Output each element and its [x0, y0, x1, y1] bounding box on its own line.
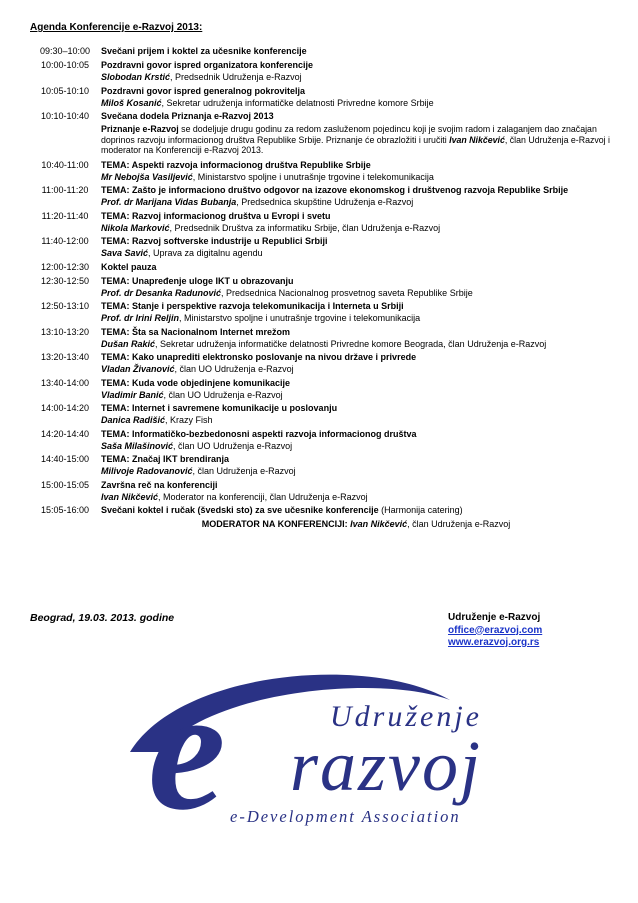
- agenda-body: [100, 452, 612, 478]
- agenda-event: [101, 350, 612, 364]
- agenda-speaker: [101, 288, 612, 300]
- speaker-name: Prof. dr Irini Reljin: [101, 313, 180, 323]
- agenda-body: [100, 478, 612, 504]
- agenda-event: [101, 58, 612, 72]
- agenda-time: 12:00-12:30: [40, 261, 90, 272]
- speaker-info: , Predsednica skupštine Udruženja e-Razvoj: [236, 197, 414, 207]
- agenda-time: 13:20-13:40: [40, 352, 90, 362]
- agenda-speaker: [101, 197, 612, 209]
- agenda-event: [101, 183, 612, 197]
- agenda-event: [101, 109, 612, 123]
- agenda-speaker: [101, 441, 612, 453]
- organization-name: Udruženje e-Razvoj: [448, 612, 541, 623]
- agenda-speaker: [101, 390, 612, 402]
- agenda-time: 10:10-10:40: [40, 111, 90, 121]
- speaker-info: , Sekretar udruženja informatičke delatnosti Privredne komore Srbije: [161, 97, 434, 108]
- agenda-event-title: TEMA: Zašto je informaciono društvo odgovor na izazove ekonomskog i društvenog razvoja Republike Srbije: [101, 185, 569, 195]
- agenda-speaker: [101, 466, 612, 478]
- speaker-name: Danica Radišić: [101, 415, 166, 425]
- agenda-row: [30, 58, 612, 84]
- agenda-row: [30, 109, 612, 158]
- speaker-name: Saša Milašinović: [101, 440, 174, 451]
- agenda-event-title: TEMA: Značaj IKT brendiranja: [101, 454, 230, 464]
- agenda-speaker: [101, 223, 612, 235]
- speaker-name: Dušan Rakić: [101, 338, 156, 349]
- agenda-title: Agenda Konferencije e-Razvoj 2013:: [30, 22, 203, 33]
- agenda-body: [100, 427, 612, 453]
- agenda-time: 10:40-11:00: [41, 159, 89, 170]
- agenda-body: [100, 299, 612, 325]
- speaker-info: , član Udruženja e-Razvoj: [192, 466, 296, 476]
- agenda-event: [101, 503, 612, 517]
- logo-e-letter: e: [148, 660, 226, 840]
- agenda-time: 14:20-14:40: [40, 428, 90, 439]
- agenda-time: 10:00-10:05: [40, 60, 90, 70]
- agenda-body: [100, 44, 612, 58]
- agenda-body: [100, 58, 612, 84]
- logo-tagline: e-Development Association: [230, 807, 461, 826]
- logo-main-text: razvoj: [290, 726, 482, 806]
- agenda-body: [100, 503, 612, 517]
- agenda-body: [100, 84, 612, 110]
- agenda-event-title: Pozdravni govor ispred generalnog pokrovitelja: [101, 85, 306, 96]
- agenda-event: [101, 401, 612, 415]
- agenda-body: [100, 109, 612, 158]
- speaker-name: Prof. dr Marijana Vidas Bubanja: [101, 197, 237, 207]
- agenda-event-suffix: (Harmonija catering): [378, 505, 463, 515]
- agenda-event: [101, 299, 612, 313]
- speaker-name: Slobodan Krstić: [101, 72, 171, 82]
- description-end: , član Udruženja e-Razvoj i moderator na Konferenciji e-Razvoj 2013.: [101, 134, 611, 155]
- agenda-time: 12:30-12:50: [40, 275, 90, 286]
- agenda-body: [100, 183, 612, 209]
- agenda-body: [100, 376, 612, 402]
- description-name: Ivan Nikčević: [449, 134, 505, 145]
- agenda-speaker: [101, 248, 612, 260]
- moderator-info: , član Udruženja e-Razvoj: [407, 519, 511, 529]
- agenda-event-title: Svečana dodela Priznanja e-Razvoj 2013: [101, 111, 274, 121]
- agenda-event-title: TEMA: Informatičko-bezbedonosni aspekti razvoja informacionog društva: [101, 428, 417, 439]
- agenda-body: [100, 158, 612, 184]
- agenda-list: [30, 44, 612, 531]
- agenda-row: [30, 401, 612, 427]
- speaker-name: Mr Nebojša Vasiljević: [101, 171, 193, 182]
- agenda-row: [30, 84, 612, 110]
- erazvoj-logo: [120, 660, 580, 840]
- contact-block: [448, 612, 542, 650]
- agenda-body: [100, 274, 612, 300]
- agenda-time: 11:00-11:20: [41, 185, 89, 195]
- speaker-info: , član UO Udruženja e-Razvoj: [163, 389, 283, 400]
- agenda-event: [101, 234, 612, 248]
- agenda-body: [100, 325, 612, 351]
- agenda-row: [30, 299, 612, 325]
- speaker-info: , član UO Udruženja e-Razvoj: [174, 364, 294, 374]
- speaker-info: , Ministarstvo spoljne i unutrašnje trgovine i telekomunikacija: [192, 171, 434, 182]
- speaker-info: , Moderator na konferenciji, član Udruženja e-Razvoj: [158, 491, 368, 502]
- agenda-time: 12:50-13:10: [40, 301, 90, 311]
- speaker-info: , član UO Udruženja e-Razvoj: [173, 440, 293, 451]
- speaker-info: , Predsednik Udruženja e-Razvoj: [170, 72, 302, 82]
- agenda-event-title: TEMA: Razvoj informacionog društva u Evropi i svetu: [101, 210, 331, 221]
- agenda-time: 15:05-16:00: [40, 505, 90, 515]
- agenda-event-title: TEMA: Stanje i perspektive razvoja telekomunikacija i Interneta u Srbiji: [101, 301, 404, 311]
- agenda-event: [101, 44, 612, 58]
- moderator-name: Ivan Nikčević: [350, 519, 408, 529]
- agenda-speaker: [101, 415, 612, 427]
- moderator-label: MODERATOR NA KONFERENCIJI:: [201, 519, 351, 529]
- agenda-body: [100, 234, 612, 260]
- agenda-speaker: [101, 313, 612, 325]
- agenda-event: [101, 274, 612, 288]
- agenda-speaker: [101, 172, 612, 184]
- email-link[interactable]: office@erazvoj.com: [448, 624, 543, 636]
- speaker-name: Milivoje Radovanović: [101, 466, 193, 476]
- place-date: Beograd, 19.03. 2013. godine: [30, 612, 175, 624]
- speaker-info: , Predsednica Nacionalnog prosvetnog saveta Republike Srbije: [221, 287, 473, 298]
- agenda-row: [30, 183, 612, 209]
- agenda-time: 15:00-15:05: [40, 479, 90, 490]
- speaker-info: , Uprava za digitalnu agendu: [148, 248, 263, 258]
- agenda-event-title: Koktel pauza: [101, 261, 157, 272]
- agenda-row: [30, 350, 612, 376]
- agenda-row: [30, 158, 612, 184]
- agenda-body: [100, 401, 612, 427]
- agenda-time: 14:00-14:20: [40, 403, 90, 413]
- agenda-speaker: [101, 98, 612, 110]
- agenda-time: 11:20-11:40: [41, 210, 89, 221]
- speaker-name: Nikola Marković: [101, 222, 170, 233]
- agenda-event-title: TEMA: Šta sa Nacionalnom Internet mrežom: [101, 326, 291, 337]
- agenda-row: [30, 325, 612, 351]
- agenda-body: [100, 260, 612, 274]
- speaker-name: Ivan Nikčević: [101, 491, 159, 502]
- speaker-name: Prof. dr Desanka Radunović: [101, 287, 222, 298]
- agenda-row: [30, 274, 612, 300]
- agenda-event-title: TEMA: Internet i savremene komunikacije u poslovanju: [101, 403, 338, 413]
- agenda-event-title: TEMA: Kako unaprediti elektronsko poslovanje na nivou države i privrede: [101, 352, 417, 362]
- agenda-row: [30, 260, 612, 274]
- agenda-time: 13:40-14:00: [40, 377, 90, 388]
- agenda-row: [30, 452, 612, 478]
- agenda-event: [101, 158, 612, 172]
- speaker-name: Miloš Kosanić: [101, 97, 162, 108]
- description-text: se dodeljuje drugu godinu za redom zasluženom pojedincu koji je svojim radom i zalaganjem dao značajan doprinos razvoju informacionog društva Republike Srbije. Priznanje će obrazložiti i uručiti: [101, 124, 597, 145]
- agenda-row: [30, 209, 612, 235]
- agenda-event-title: TEMA: Kuda vode objedinjene komunikacije: [101, 377, 291, 388]
- agenda-event: [101, 452, 612, 466]
- agenda-event-title: TEMA: Unapređenje uloge IKT u obrazovanju: [101, 275, 294, 286]
- agenda-event: [101, 478, 612, 492]
- description-bold: Priznanje e-Razvoj: [101, 124, 179, 134]
- speaker-name: Vladimir Banić: [101, 389, 164, 400]
- agenda-description: [101, 124, 612, 156]
- agenda-row: [30, 44, 612, 58]
- agenda-event-title: Svečani koktel i ručak (švedski sto) za sve učesnike konferencije: [101, 505, 379, 515]
- agenda-speaker: [101, 339, 612, 351]
- agenda-event-title: Pozdravni govor ispred organizatora konferencije: [101, 60, 314, 70]
- website-link[interactable]: www.erazvoj.org.rs: [448, 637, 540, 648]
- agenda-body: [100, 209, 612, 235]
- agenda-event-title: Svečani prijem i koktel za učesnike konferencije: [101, 46, 307, 56]
- agenda-body: [100, 350, 612, 376]
- agenda-speaker: [101, 364, 612, 376]
- agenda-event: [101, 376, 612, 390]
- speaker-info: , Krazy Fish: [165, 415, 213, 425]
- agenda-row: [30, 478, 612, 504]
- agenda-event: [101, 209, 612, 223]
- agenda-event: [101, 427, 612, 441]
- agenda-event: [101, 84, 612, 98]
- agenda-event: [101, 260, 612, 274]
- agenda-event-title: TEMA: Aspekti razvoja informacionog društva Republike Srbije: [101, 159, 371, 170]
- agenda-speaker: [101, 492, 612, 504]
- agenda-time: 11:40-12:00: [41, 236, 89, 246]
- agenda-row: [30, 234, 612, 260]
- agenda-time: 10:05-10:10: [40, 85, 90, 96]
- speaker-name: Sava Savić: [101, 248, 149, 258]
- agenda-time: 14:40-15:00: [40, 454, 90, 464]
- speaker-name: Vladan Živanović: [101, 364, 175, 374]
- speaker-info: , Ministarstvo spoljne i unutrašnje trgovine i telekomunikacija: [179, 313, 421, 323]
- agenda-row: [30, 503, 612, 517]
- logo-top-text: Udruženje: [330, 700, 482, 733]
- agenda-speaker: [101, 72, 612, 84]
- speaker-info: , Predsednik Društva za informatiku Srbije, član Udruženja e-Razvoj: [169, 222, 441, 233]
- agenda-time: 13:10-13:20: [40, 326, 90, 337]
- agenda-event-title: TEMA: Razvoj softverske industrije u Republici Srbiji: [101, 236, 328, 246]
- agenda-event-title: Završna reč na konferenciji: [101, 479, 218, 490]
- moderator-line: [30, 517, 612, 531]
- agenda-time: 09:30–10:00: [39, 46, 91, 56]
- agenda-row: [30, 376, 612, 402]
- agenda-row: [30, 427, 612, 453]
- speaker-info: , Sekretar udruženja informatičke delatnosti Privredne komore Beograda, član Udruženja e-Razvoj: [155, 338, 547, 349]
- agenda-event: [101, 325, 612, 339]
